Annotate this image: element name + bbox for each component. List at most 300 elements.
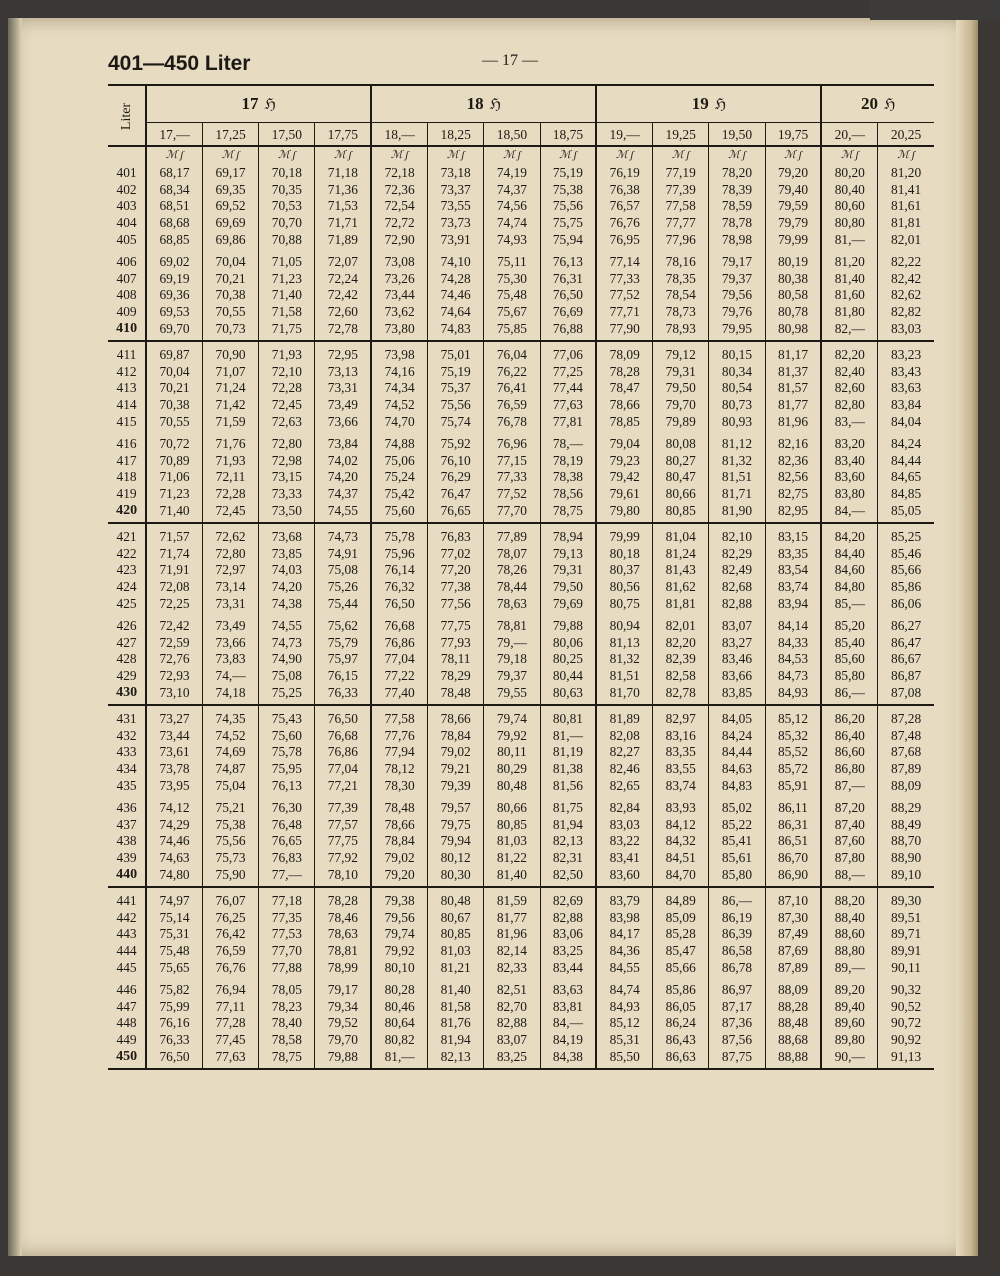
price-cell: 81,—	[371, 1048, 427, 1069]
table-row	[108, 485, 934, 502]
price-cell: 81,70	[596, 684, 652, 705]
price-cell: 76,14	[371, 562, 427, 579]
price-cell: 78,93	[653, 320, 709, 341]
price-cell: 90,32	[878, 981, 934, 998]
price-cell: 82,75	[765, 485, 821, 502]
price-cell: 83,03	[596, 816, 652, 833]
price-cell: 84,80	[821, 578, 877, 595]
price-cell: 73,55	[428, 198, 484, 215]
price-cell: 88,60	[821, 925, 877, 942]
price-cell: 86,05	[653, 998, 709, 1015]
liter-cell: 426	[108, 617, 146, 634]
price-cell: 87,89	[878, 760, 934, 777]
price-cell: 85,02	[709, 799, 765, 816]
price-cell: 89,80	[821, 1031, 877, 1048]
price-cell: 84,93	[765, 684, 821, 705]
price-cell: 86,31	[765, 816, 821, 833]
price-cell: 71,58	[259, 303, 315, 320]
price-cell: 71,06	[146, 469, 202, 486]
price-cell: 84,40	[821, 545, 877, 562]
price-cell: 84,60	[821, 562, 877, 579]
price-cell: 76,33	[146, 1031, 202, 1048]
price-cell: 83,03	[878, 320, 934, 341]
price-cell: 79,21	[428, 760, 484, 777]
price-cell: 76,68	[371, 617, 427, 634]
price-cell: 73,95	[146, 777, 202, 799]
price-column-header: 17,—	[146, 123, 202, 147]
price-cell: 73,91	[428, 231, 484, 253]
price-cell: 84,44	[709, 744, 765, 761]
price-column-header: 18,50	[484, 123, 540, 147]
price-cell: 72,76	[146, 651, 202, 668]
price-cell: 73,80	[371, 320, 427, 341]
price-cell: 80,73	[709, 396, 765, 413]
price-cell: 73,31	[315, 380, 371, 397]
price-cell: 77,20	[428, 562, 484, 579]
price-cell: 77,71	[596, 303, 652, 320]
price-cell: 76,47	[428, 485, 484, 502]
price-cell: 81,40	[821, 270, 877, 287]
price-cell: 78,66	[596, 396, 652, 413]
price-cell: 81,59	[484, 887, 540, 909]
price-cell: 86,24	[653, 1014, 709, 1031]
price-cell: 82,88	[709, 595, 765, 617]
price-cell: 71,75	[259, 320, 315, 341]
price-cell: 73,15	[259, 469, 315, 486]
price-cell: 78,10	[315, 866, 371, 887]
price-cell: 83,07	[709, 617, 765, 634]
price-cell: 78,39	[709, 181, 765, 198]
price-cell: 79,69	[540, 595, 596, 617]
price-cell: 82,50	[540, 866, 596, 887]
price-cell: 75,08	[315, 562, 371, 579]
price-cell: 77,21	[315, 777, 371, 799]
price-cell: 87,40	[821, 816, 877, 833]
table-row	[108, 181, 934, 198]
price-cell: 78,54	[653, 287, 709, 304]
price-cell: 72,42	[146, 617, 202, 634]
price-cell: 72,59	[146, 634, 202, 651]
price-cell: 81,32	[596, 651, 652, 668]
price-cell: 86,19	[709, 909, 765, 926]
price-cell: 82,62	[878, 287, 934, 304]
price-cell: 89,60	[821, 1014, 877, 1031]
price-cell: 89,91	[878, 942, 934, 959]
price-cell: 83,23	[878, 341, 934, 363]
liter-cell: 412	[108, 363, 146, 380]
price-cell: 75,99	[146, 998, 202, 1015]
price-cell: 88,49	[878, 816, 934, 833]
price-cell: 85,09	[653, 909, 709, 926]
price-cell: 87,17	[709, 998, 765, 1015]
price-cell: 86,39	[709, 925, 765, 942]
price-cell: 74,37	[315, 485, 371, 502]
price-cell: 88,20	[821, 887, 877, 909]
price-cell: 72,97	[202, 562, 258, 579]
price-cell: 80,48	[428, 887, 484, 909]
page-edge	[956, 18, 978, 1256]
price-cell: 79,04	[596, 435, 652, 452]
price-cell: 77,25	[540, 363, 596, 380]
table-row	[108, 634, 934, 651]
price-cell: 80,94	[596, 617, 652, 634]
price-cell: 83,54	[765, 562, 821, 579]
price-cell: 79,92	[484, 727, 540, 744]
price-cell: 83,66	[709, 667, 765, 684]
price-cell: 84,—	[821, 502, 877, 523]
price-cell: 83,60	[821, 469, 877, 486]
price-cell: 86,20	[821, 705, 877, 727]
price-cell: 88,09	[765, 981, 821, 998]
price-cell: 78,63	[315, 925, 371, 942]
price-cell: 87,48	[878, 727, 934, 744]
price-cell: 90,11	[878, 959, 934, 981]
scanner-corner	[870, 0, 1000, 20]
price-cell: 80,54	[709, 380, 765, 397]
price-cell: 84,89	[653, 887, 709, 909]
price-cell: 83,63	[878, 380, 934, 397]
price-cell: 90,52	[878, 998, 934, 1015]
price-cell: 75,04	[202, 777, 258, 799]
price-cell: 81,51	[596, 667, 652, 684]
liter-cell: 427	[108, 634, 146, 651]
price-cell: 78,81	[315, 942, 371, 959]
unit-label: ℳ ʃ	[315, 146, 371, 164]
price-cell: 79,31	[540, 562, 596, 579]
price-cell: 82,95	[765, 502, 821, 523]
price-cell: 70,35	[259, 181, 315, 198]
price-cell: 84,38	[540, 1048, 596, 1069]
price-cell: 73,31	[202, 595, 258, 617]
unit-label: ℳ ʃ	[202, 146, 258, 164]
price-cell: 86,70	[765, 849, 821, 866]
price-cell: 73,08	[371, 253, 427, 270]
price-cell: 73,68	[259, 523, 315, 545]
price-cell: 74,16	[371, 363, 427, 380]
price-cell: 74,73	[315, 523, 371, 545]
price-cell: 85,41	[709, 832, 765, 849]
price-cell: 70,38	[146, 396, 202, 413]
price-cell: 74,63	[146, 849, 202, 866]
price-cell: 82,20	[653, 634, 709, 651]
price-cell: 75,37	[428, 380, 484, 397]
price-cell: 76,50	[540, 287, 596, 304]
price-cell: 79,79	[765, 214, 821, 231]
price-cell: 78,30	[371, 777, 427, 799]
table-row	[108, 1014, 934, 1031]
price-cell: 72,07	[315, 253, 371, 270]
price-cell: 79,74	[484, 705, 540, 727]
price-cell: 81,71	[709, 485, 765, 502]
price-cell: 78,73	[653, 303, 709, 320]
price-cell: 69,70	[146, 320, 202, 341]
price-cell: 85,40	[821, 634, 877, 651]
price-cell: 83,43	[878, 363, 934, 380]
liter-cell: 416	[108, 435, 146, 452]
price-cell: 72,18	[371, 164, 427, 181]
price-cell: 73,14	[202, 578, 258, 595]
price-cell: 83,20	[821, 435, 877, 452]
price-cell: 73,78	[146, 760, 202, 777]
price-cell: 78,63	[484, 595, 540, 617]
price-cell: 75,75	[540, 214, 596, 231]
price-cell: 83,41	[596, 849, 652, 866]
price-cell: 72,45	[202, 502, 258, 523]
liter-cell: 442	[108, 909, 146, 926]
price-cell: 72,60	[315, 303, 371, 320]
price-cell: 83,63	[540, 981, 596, 998]
price-cell: 78,81	[484, 617, 540, 634]
price-cell: 84,51	[653, 849, 709, 866]
price-cell: 77,75	[315, 832, 371, 849]
liter-cell: 433	[108, 744, 146, 761]
price-cell: 74,90	[259, 651, 315, 668]
price-cell: 76,65	[428, 502, 484, 523]
price-cell: 76,94	[202, 981, 258, 998]
price-cell: 74,69	[202, 744, 258, 761]
price-cell: 76,33	[315, 684, 371, 705]
price-cell: 86,60	[821, 744, 877, 761]
price-cell: 76,22	[484, 363, 540, 380]
price-cell: 77,44	[540, 380, 596, 397]
price-cell: 75,42	[371, 485, 427, 502]
price-cell: 80,98	[765, 320, 821, 341]
price-cell: 72,72	[371, 214, 427, 231]
price-cell: 75,96	[371, 545, 427, 562]
price-cell: 80,66	[484, 799, 540, 816]
price-cell: 79,17	[315, 981, 371, 998]
price-cell: 79,37	[709, 270, 765, 287]
price-cell: 79,57	[428, 799, 484, 816]
table-row	[108, 909, 934, 926]
price-cell: 71,40	[259, 287, 315, 304]
price-cell: 69,17	[202, 164, 258, 181]
price-cell: 81,04	[653, 523, 709, 545]
price-cell: 85,12	[765, 705, 821, 727]
price-cell: 80,78	[765, 303, 821, 320]
price-cell: 79,39	[428, 777, 484, 799]
price-cell: 74,38	[259, 595, 315, 617]
price-cell: 74,35	[202, 705, 258, 727]
price-cell: 81,12	[709, 435, 765, 452]
price-cell: 79,92	[371, 942, 427, 959]
price-cell: 89,30	[878, 887, 934, 909]
binding-shadow	[8, 18, 22, 1256]
liter-cell: 402	[108, 181, 146, 198]
price-cell: 88,70	[878, 832, 934, 849]
price-cell: 71,42	[202, 396, 258, 413]
price-cell: 84,33	[765, 634, 821, 651]
price-column-header: 17,50	[259, 123, 315, 147]
price-cell: 83,25	[484, 1048, 540, 1069]
liter-cell: 403	[108, 198, 146, 215]
price-cell: 77,33	[484, 469, 540, 486]
table-row	[108, 341, 934, 363]
price-cell: 86,51	[765, 832, 821, 849]
price-cell: 72,10	[259, 363, 315, 380]
price-cell: 81,81	[878, 214, 934, 231]
price-cell: 87,68	[878, 744, 934, 761]
price-cell: 77,81	[540, 413, 596, 435]
price-cell: 77,18	[259, 887, 315, 909]
price-cell: 77,45	[202, 1031, 258, 1048]
price-cell: 88,29	[878, 799, 934, 816]
price-cell: 78,58	[259, 1031, 315, 1048]
price-cell: 76,30	[259, 799, 315, 816]
price-cell: 85,80	[821, 667, 877, 684]
price-cell: 81,77	[765, 396, 821, 413]
price-cell: 70,53	[259, 198, 315, 215]
table-row	[108, 452, 934, 469]
price-cell: 81,60	[821, 287, 877, 304]
price-cell: 77,02	[428, 545, 484, 562]
price-cell: 77,63	[540, 396, 596, 413]
price-cell: 79,59	[765, 198, 821, 215]
liter-cell: 422	[108, 545, 146, 562]
price-cell: 82,22	[878, 253, 934, 270]
price-cell: 70,38	[202, 287, 258, 304]
group-header-19: 19 ℌ	[596, 85, 821, 123]
price-cell: 84,04	[878, 413, 934, 435]
liter-cell: 437	[108, 816, 146, 833]
liter-cell: 423	[108, 562, 146, 579]
price-cell: 75,65	[146, 959, 202, 981]
price-cell: 69,69	[202, 214, 258, 231]
table-row	[108, 849, 934, 866]
price-cell: 80,75	[596, 595, 652, 617]
table-row	[108, 760, 934, 777]
price-cell: 76,48	[259, 816, 315, 833]
unit-label: ℳ ʃ	[878, 146, 934, 164]
price-cell: 77,75	[428, 617, 484, 634]
price-cell: 76,50	[371, 595, 427, 617]
price-cell: 74,91	[315, 545, 371, 562]
price-cell: 83,27	[709, 634, 765, 651]
price-cell: 76,10	[428, 452, 484, 469]
price-cell: 73,61	[146, 744, 202, 761]
price-cell: 75,44	[315, 595, 371, 617]
price-cell: 78,28	[315, 887, 371, 909]
price-cell: 82,88	[484, 1014, 540, 1031]
table-row	[108, 253, 934, 270]
price-cell: 70,89	[146, 452, 202, 469]
liter-cell: 415	[108, 413, 146, 435]
table-row	[108, 617, 934, 634]
price-cell: 76,16	[146, 1014, 202, 1031]
price-cell: 73,44	[146, 727, 202, 744]
price-cell: 81,20	[821, 253, 877, 270]
price-cell: 75,79	[315, 634, 371, 651]
price-cell: 90,—	[821, 1048, 877, 1069]
price-cell: 72,25	[146, 595, 202, 617]
price-table	[108, 84, 934, 1070]
price-cell: 84,14	[765, 617, 821, 634]
price-cell: 77,33	[596, 270, 652, 287]
price-cell: 75,19	[540, 164, 596, 181]
price-cell: 68,51	[146, 198, 202, 215]
table-row	[108, 595, 934, 617]
price-cell: 79,20	[371, 866, 427, 887]
price-cell: 79,88	[315, 1048, 371, 1069]
price-cell: 77,04	[371, 651, 427, 668]
table-row	[108, 198, 934, 215]
price-cell: 79,31	[653, 363, 709, 380]
price-cell: 84,73	[765, 667, 821, 684]
price-cell: 71,53	[315, 198, 371, 215]
price-cell: 78,09	[596, 341, 652, 363]
price-cell: 68,68	[146, 214, 202, 231]
price-cell: 80,27	[653, 452, 709, 469]
price-cell: 85,22	[709, 816, 765, 833]
table-row	[108, 684, 934, 705]
price-cell: 82,70	[484, 998, 540, 1015]
price-cell: 85,12	[596, 1014, 652, 1031]
price-cell: 80,34	[709, 363, 765, 380]
price-cell: 77,39	[315, 799, 371, 816]
price-cell: 76,29	[428, 469, 484, 486]
table-row	[108, 667, 934, 684]
price-cell: 73,66	[315, 413, 371, 435]
price-cell: 76,96	[484, 435, 540, 452]
price-cell: 72,28	[202, 485, 258, 502]
price-cell: 80,60	[821, 198, 877, 215]
price-cell: 71,93	[259, 341, 315, 363]
price-cell: 69,36	[146, 287, 202, 304]
price-cell: 73,13	[315, 363, 371, 380]
price-cell: 76,88	[540, 320, 596, 341]
price-cell: 79,70	[653, 396, 709, 413]
price-cell: 78,29	[428, 667, 484, 684]
price-cell: 76,65	[259, 832, 315, 849]
table-row	[108, 727, 934, 744]
price-cell: 82,46	[596, 760, 652, 777]
price-cell: 79,18	[484, 651, 540, 668]
price-cell: 81,37	[765, 363, 821, 380]
price-cell: 78,98	[709, 231, 765, 253]
price-cell: 81,81	[653, 595, 709, 617]
price-cell: 83,94	[765, 595, 821, 617]
price-cell: 78,84	[428, 727, 484, 744]
liter-cell: 406	[108, 253, 146, 270]
liter-cell: 449	[108, 1031, 146, 1048]
price-cell: 75,38	[202, 816, 258, 833]
table-row	[108, 320, 934, 341]
price-cell: 76,76	[202, 959, 258, 981]
price-cell: 75,67	[484, 303, 540, 320]
price-cell: 79,80	[596, 502, 652, 523]
price-cell: 87,36	[709, 1014, 765, 1031]
price-cell: 72,95	[315, 341, 371, 363]
price-cell: 75,78	[259, 744, 315, 761]
liter-cell: 419	[108, 485, 146, 502]
price-cell: 75,31	[146, 925, 202, 942]
price-cell: 84,44	[878, 452, 934, 469]
liter-cell: 431	[108, 705, 146, 727]
price-cell: 86,27	[878, 617, 934, 634]
price-cell: 85,47	[653, 942, 709, 959]
price-cell: 79,23	[596, 452, 652, 469]
price-cell: 73,83	[202, 651, 258, 668]
liter-cell: 418	[108, 469, 146, 486]
price-cell: 83,74	[765, 578, 821, 595]
price-cell: 82,80	[821, 396, 877, 413]
price-cell: 79,74	[371, 925, 427, 942]
table-body	[108, 146, 934, 1069]
price-cell: 70,21	[202, 270, 258, 287]
price-cell: 85,46	[878, 545, 934, 562]
price-cell: 77,06	[540, 341, 596, 363]
price-cell: 77,52	[596, 287, 652, 304]
